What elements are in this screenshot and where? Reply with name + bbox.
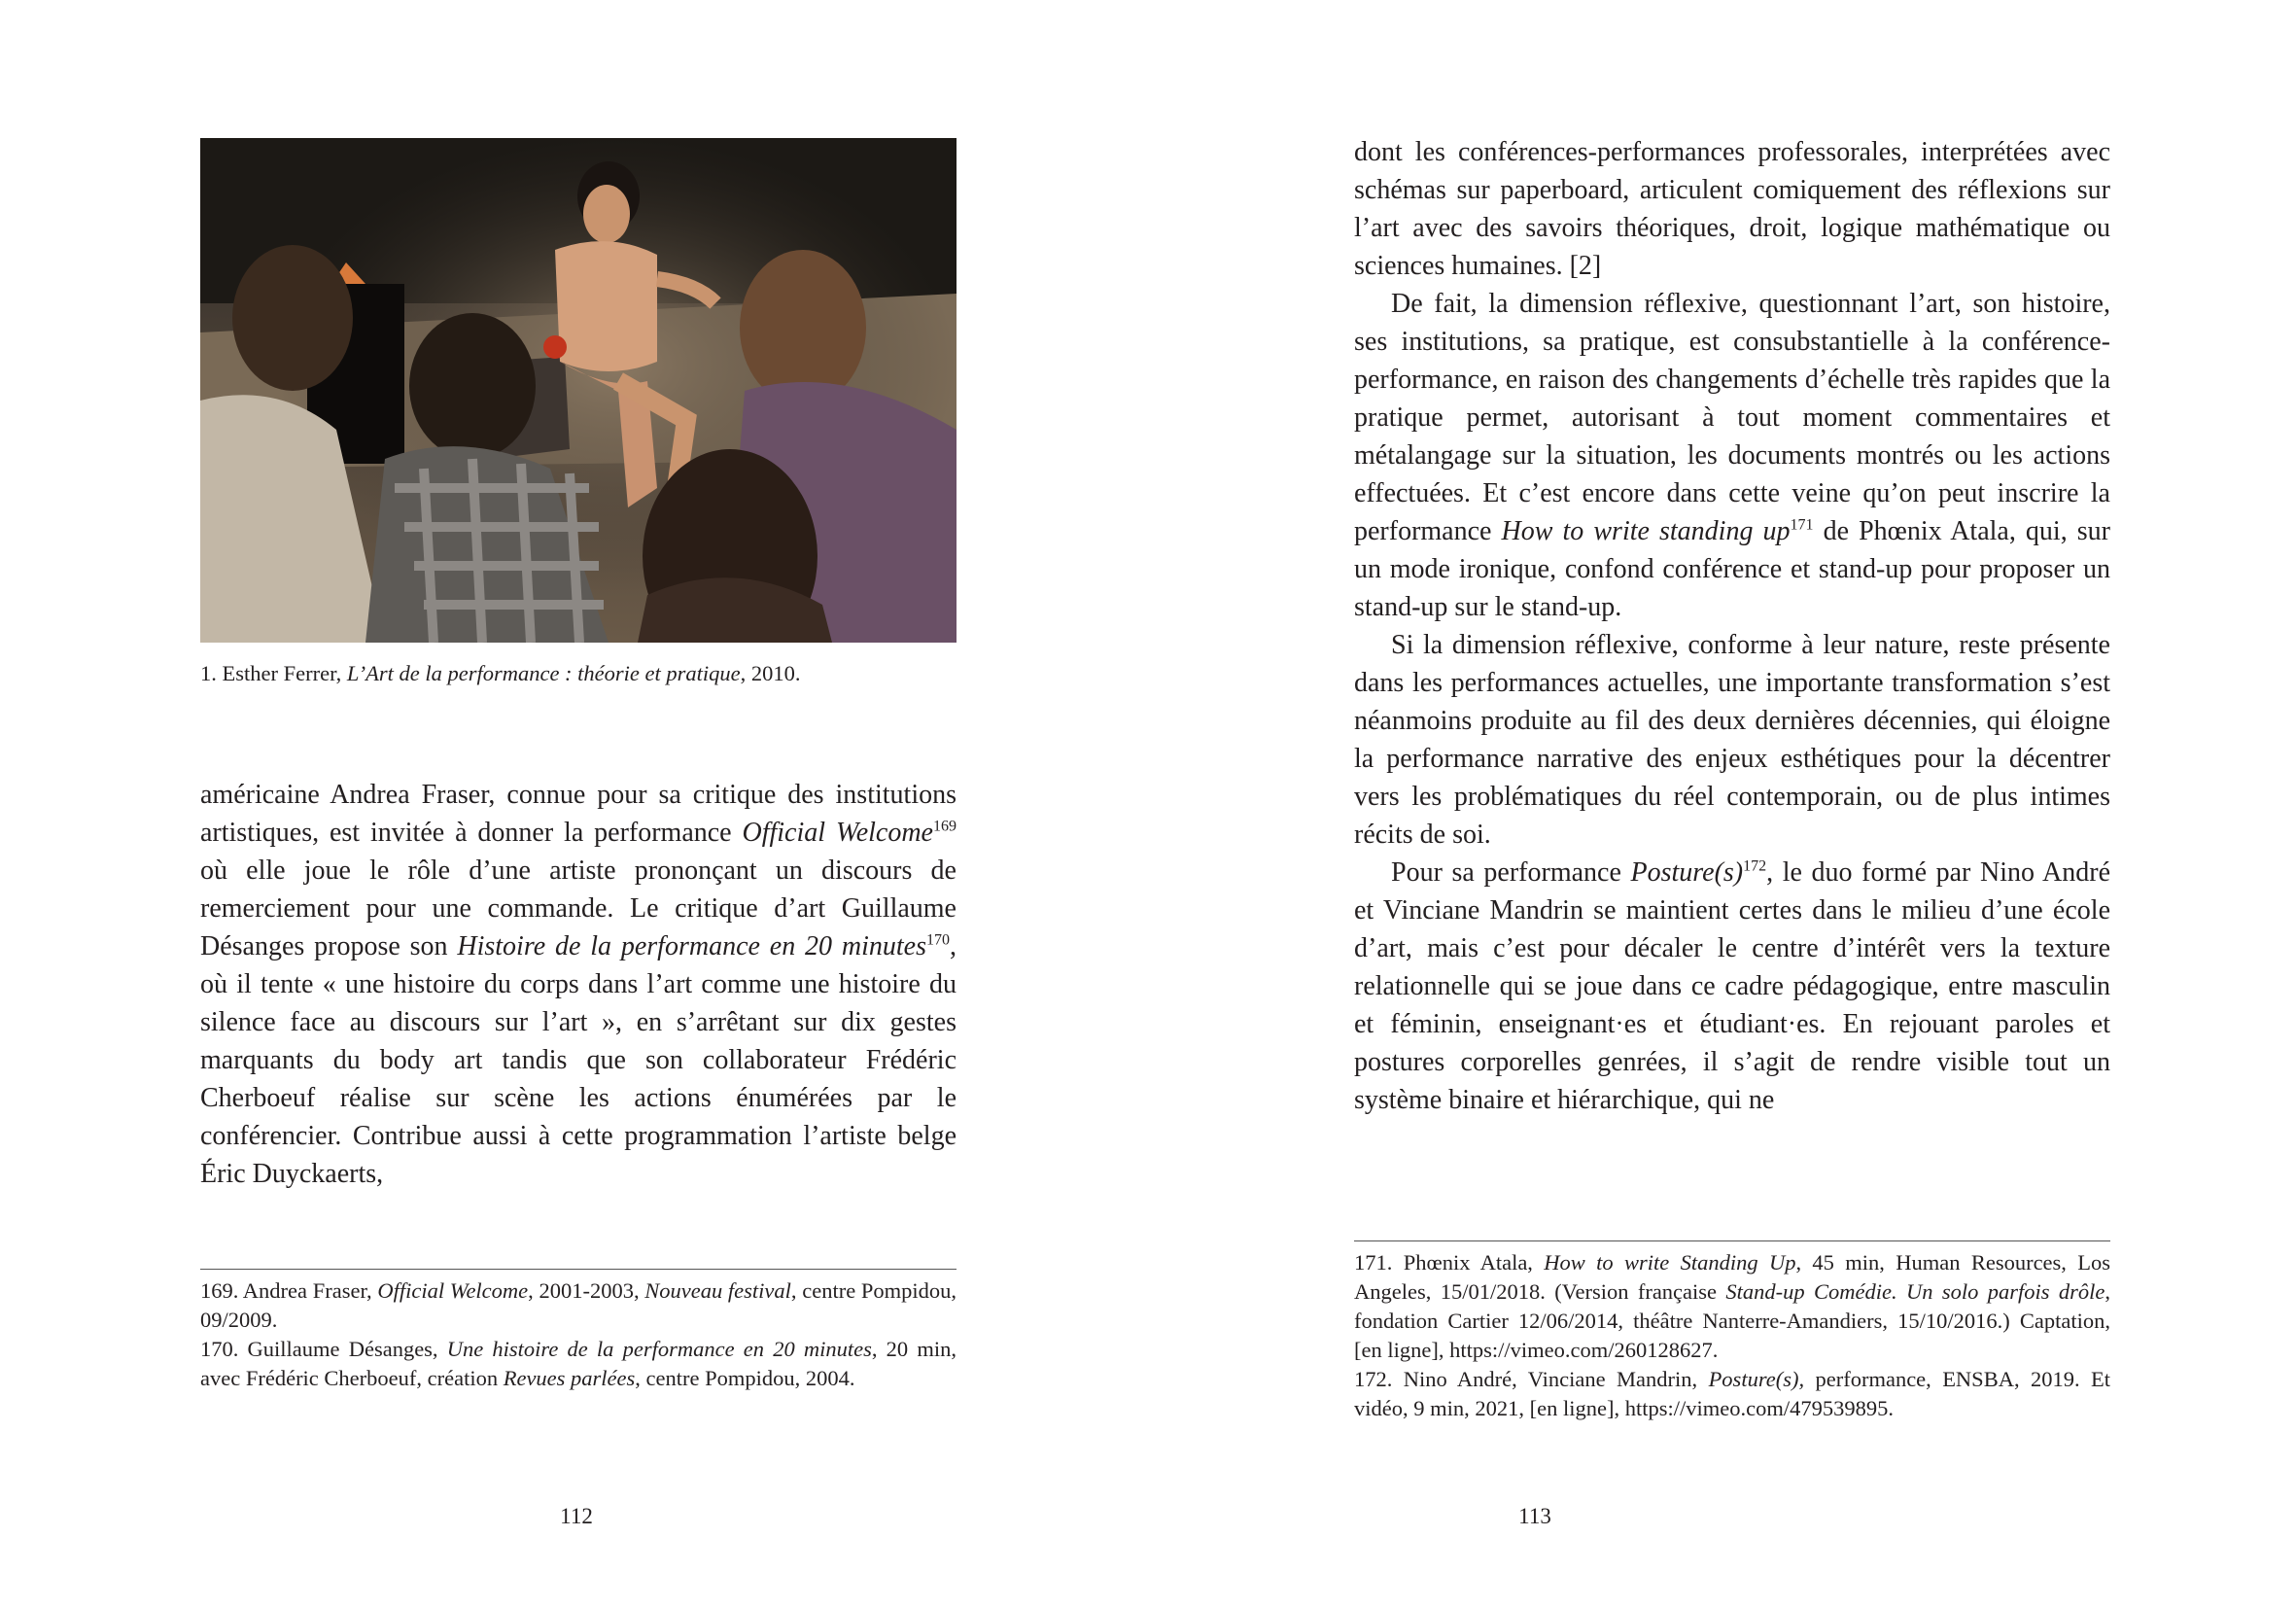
footnote-ref-170: 170 xyxy=(926,931,950,949)
footnote-ref-169: 169 xyxy=(932,818,957,835)
page-number-left: 112 xyxy=(560,1504,593,1528)
paragraph-1: dont les conférences-performances professorales, interprétées avec schémas sur paperboard, articulent comiquement des réflexions sur l’art avec des savoirs théoriques, droit, logique mathématique ou sciences humaines. [2] xyxy=(1354,137,2110,281)
footnote-ref-171: 171 xyxy=(1790,516,1814,534)
footnote-ref-172: 172 xyxy=(1743,857,1767,875)
footnote-169: 169. Andrea Fraser, Official Welcome, 2001-2003, Nouveau festival, centre Pompidou, 09/2009. xyxy=(200,1278,957,1332)
paragraph-4: Pour sa performance $Posture(s)^{172}$, le duo formé par Nino André et Vinciane Mandrin se maintient certes dans le milieu d’une école d’art, mais c’est pour décaler le centre d’intérêt vers la texture relationnelle qui se joue dans ce cadre pédagogique, entre masculin et féminin, enseignant·es et étudiant·es. En rejouant paroles et postures corporelles genrées, il s’agit de rendre visible tout un système binaire et hiérarchique, qui ne xyxy=(1354,857,2111,1115)
footnote-171: 171. Phœnix Atala, How to write Standing Up, 45 min, Human Resources, Los Angeles, 15/01/2018. (Version française Stand-up Comédie. Un solo parfois drôle, fondation Cartier 12/06/2014, théâtre Nanterre-Amandiers, 15/10/2016.) Captation, [en ligne], https://vimeo.com/260128627. xyxy=(1354,1250,2111,1362)
performance-photo xyxy=(200,138,957,643)
paragraph-2: De fait, la dimension réflexive, questionnant l’art, son histoire, ses institutions, sa pratique, est consubstantielle à la conférence-performance, en raison des changements d’échelle très rapides que la pratique permet, autorisant à tout moment commentaires et métalangage sur la situation, les documents montrés ou les actions effectuées. Et c’est encore dans cette veine qu’on peut inscrire la performance How to write standing $up^{171}$ de Phœnix Atala, qui, sur un mode ironique, confond conférence et stand-up pour proposer un stand-up sur le stand-up. xyxy=(1354,289,2110,622)
page-number-right: 113 xyxy=(1518,1504,1551,1528)
right-page xyxy=(1148,0,2296,1607)
figure-caption: 1. Esther Ferrer, L’Art de la performance : théorie et pratique, 2010. xyxy=(200,661,801,685)
left-body-text: américaine Andrea Fraser, connue pour sa critique des institutions artistiques, est invitée à donner la performance Official Welcome$^{169}$ où elle joue le rôle d’une artiste prononçant un discours de remerciement pour une commande. Le critique d’art Guillaume Désanges propose son Histoire de la performance en 20 minutes$^{170}$, où il tente « une histoire du corps dans l’art comme une histoire du silence face au discours sur l’art », en s’arrêtant sur dix gestes marquants du body art tandis que son collaborateur Frédéric Cherboeuf réalise sur scène les actions énumérées par le conférencier. Contribue aussi à cette programmation l’artiste belge Éric Duyckaerts, xyxy=(200,780,957,1189)
paragraph-3: Si la dimension réflexive, conforme à leur nature, reste présente dans les performances actuelles, une importante transformation s’est néanmoins produite au fil des deux dernières décennies, qui éloigne la performance narrative des enjeux esthétiques pour la décentrer vers les problématiques du réel contemporain, ou de plus intimes récits de soi. xyxy=(1354,630,2110,850)
left-footnotes xyxy=(200,1276,957,1393)
right-footnotes xyxy=(1354,1248,2110,1423)
footnote-172: 172. Nino André, Vinciane Mandrin, Posture(s), performance, ENSBA, 2019. Et vidéo, 9 min, 2021, [en ligne], https://vimeo.com/479539895. xyxy=(1354,1367,2110,1420)
footnote-170: 170. Guillaume Désanges, Une histoire de la performance en 20 minutes, 20 min, avec Frédéric Cherboeuf, création Revues parlées, centre Pompidou, 2004. xyxy=(200,1337,957,1390)
right-body-text xyxy=(1354,133,2110,1119)
footnote-divider xyxy=(200,1269,957,1270)
footnote-divider xyxy=(1354,1240,2110,1241)
